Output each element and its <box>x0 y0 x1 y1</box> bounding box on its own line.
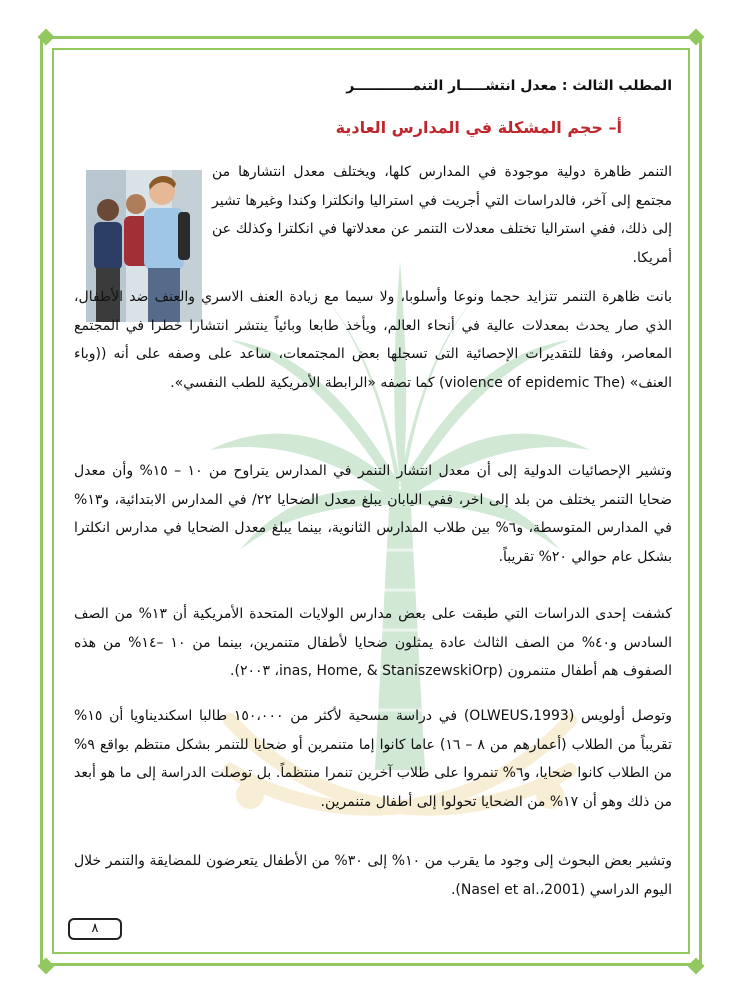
paragraph-1: التنمر ظاهرة دولية موجودة في المدارس كلها، ويختلف معدل انتشارها من مجتمع إلى آخر، فالدراسات التي أجريت في استراليا وانكلترا وكندا وغيرها تشير إلى ذلك، ففي استراليا تختلف معدلات التنمر عن معدلاتها في انكلترا وكذلك عن أمريكا. <box>212 164 672 266</box>
paragraph-5: وتوصل أولويس (OLWEUS،1993) في دراسة مسحية لأكثر من ١٥٠،٠٠٠ طالبا اسكنديناويا أن ١٥% تقريباً من الطلاب (أعمارهم من ٨ – ١٦) عاما كانوا إما متنمرين أو ضحايا للتنمر بشكل منتظم بواقع ٩% من الطلاب كانوا ضحايا، و٦% تنمروا على طلاب آخرين تنمرا منتظماً. بل توصلت الدراسة إلى ما هو أبعد من ذلك وهو أن ١٧% من الضحايا تحولوا إلى أطفال متنمرين. <box>74 708 673 810</box>
page-number: ٨ <box>68 918 122 940</box>
subsection-heading: أ– حجم المشكلة في المدارس العادية <box>335 118 622 137</box>
section-heading: المطلب الثالث : معدل انتشـــــار التنمــــــــــــر <box>346 78 672 94</box>
paragraph-6: وتشير بعض البحوث إلى وجود ما يقرب من ١٠% إلى ٣٠% من الأطفال يتعرضون للمضايقة والتنمر خلال اليوم الدراسي (Nasel et al.،2001). <box>74 853 673 898</box>
paragraph-4: كشفت إحدى الدراسات التي طبقت على بعض مدارس الولايات المتحدة الأمريكية أن ١٣% من الصف السادس و٤٠% من الصف الثالث عادة يمثلون ضحايا لأطفال متنمرين، بينما من ١٠ –١٤% من هذه الصفوف هم أطفال متنمرون (inas, Home, & StaniszewskiOrp، ٢٠٠٣). <box>74 606 673 679</box>
paragraph-3: وتشير الإحصائيات الدولية إلى أن معدل انتشار التنمر في المدارس يتراوح من ١٠ – ١٥% وأن معدل ضحايا التنمر يختلف من بلد إلى اخر، ففي اليابان يبلغ معدل الضحايا ٢٢/ في المدارس الابتدائية، و١٣% في المدارس المتوسطة، و٦% بين طلاب المدارس الثانوية، بينما يبلغ معدل الضحايا في مدارس انكلترا بشكل عام حوالي ٢٠% تقريباً. <box>74 463 673 565</box>
paragraph-2: بانت ظاهرة التنمر تتزايد حجما ونوعا وأسلوبا، ولا سيما مع زيادة العنف الاسري والعنف ضد الأطفال، الذي صار يحدث بمعدلات عالية في أنحاء العالم، ويأخذ طابعا وبائياً ينتشر انتشارا خطرا في المجتمع المعاصر، وفقا للتقديرات الإحصائية التى تسجلها بعض المجتمعات، ساعد على وصفه على أنه ((وباء العنف» (violence of epidemic The) كما تصفه «الرابطة الأمريكية للطب النفسي». <box>74 289 672 391</box>
